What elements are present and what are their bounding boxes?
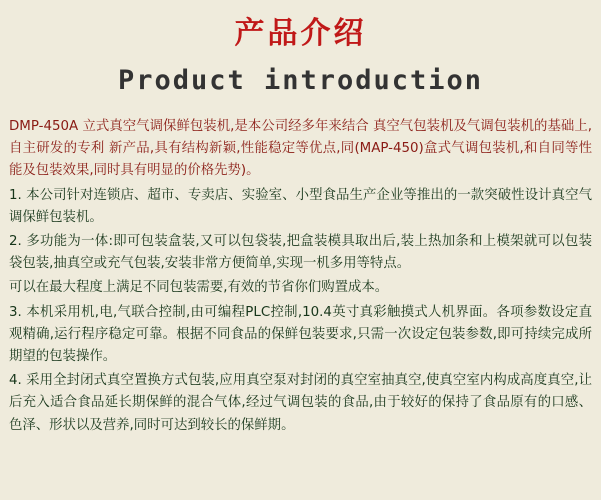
page-title-english: Product introduction — [117, 64, 484, 96]
paragraph-point-2-note: 可以在最大程度上满足不同包装需要,有效的节省你们购置成本。 — [9, 280, 389, 296]
paragraph-intro: DMP-450A 立式真空气调保鲜包装机,是本公司经多年来结合 真空气包装机及气调包装机的基础上,自主研发的专利 新产品,具有结构新颖,性能稳定等优点,同(MAP-450)盒式气调包装机,和自同等性能及包装效果,同时具有明显的价格先势)。 — [9, 119, 592, 179]
title-block — [0, 0, 601, 101]
paragraph-point-3: 3. 本机采用机,电,气联合控制,由可编程PLC控制,10.4英寸真彩触摸式人机界面。各项参数设定直观精确,运行程序稳定可靠。根据不同食品的保鲜包装要求,只需一次设定包装参数,即可持续完成所期望的包装操作。 — [9, 304, 592, 365]
page-title-chinese: 产品介绍 — [234, 16, 367, 51]
paragraph-point-4: 4. 采用全封闭式真空置换方式包装,应用真空泵对封闭的真空室抽真空,使真空室内构成高度真空,让后充入适合食品延长期保鲜的混合气体,经过气调包装的食品,由于较好的保持了食品原有的口感、色泽、形状以及营养,同时可达到较长的保鲜期。 — [9, 373, 592, 433]
paragraph-point-2: 2. 多功能为一体:即可包装盒装,又可以包袋装,把盒装模具取出后,装上热加条和上模架就可以包装 袋包装,抽真空或充气包装,安装非常方便简单,实现一机多用等特点。 — [9, 234, 592, 272]
body-text-block — [0, 112, 601, 437]
paragraph-point-1: 1. 本公司针对连锁店、超市、专卖店、实验室、小型食品生产企业等推出的一款突破性设计真空气调保鲜包装机。 — [9, 187, 592, 225]
